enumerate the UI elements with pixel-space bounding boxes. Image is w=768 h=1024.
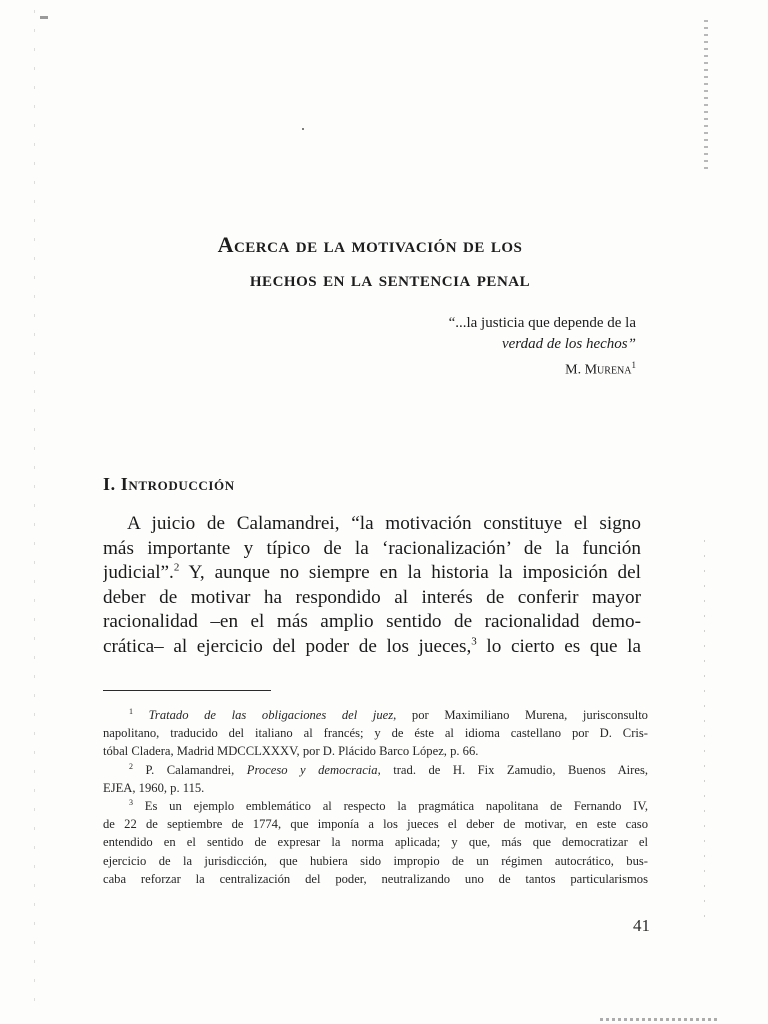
epigraph-author — [330, 355, 636, 381]
scan-mark — [40, 16, 48, 19]
footnote-ref-2: 2 — [173, 561, 180, 574]
scan-edge-bottom — [600, 1018, 720, 1021]
footnote-ref-1: 1 — [631, 360, 636, 370]
section-heading: I. Introducción — [103, 474, 235, 494]
epigraph-line-2: verdad de los hechos” — [501, 336, 636, 352]
chapter-title-line-2: hechos en la sentencia penal — [249, 266, 531, 291]
footnote-text: , por Maximiliano Murena, jurisconsulto — [393, 708, 648, 722]
body-line — [103, 561, 641, 586]
scan-edge-left — [34, 10, 35, 1010]
footnote-1-line: tóbal Cladera, Madrid MDCCLXXXV, por D. Plácido Barco López, p. 66. — [103, 744, 479, 759]
footnote-3-line: caba reforzar la centralización del poder, neutralizando uno de tantos particularismos — [103, 871, 648, 886]
footnote-text: , trad. de H. Fix Zamudio, Buenos Aires, — [377, 762, 648, 777]
footnote-2 — [103, 761, 648, 779]
footnote-text: Es un ejemplo emblemático al respecto la pragmática napolitana de Fernando IV, — [144, 799, 648, 814]
body-line: deber de motivar ha respondido al interés de conferir mayor — [103, 586, 641, 608]
epigraph-line-1: “...la justicia que depende de la — [448, 315, 636, 331]
body-line-part: judicial”. — [103, 562, 174, 584]
footnote-3-line: ejercicio de la jurisdicción, que hubiera sido impropio de un régimen autocrático, bus- — [103, 853, 648, 868]
epigraph-author-name: M. Murena — [565, 362, 632, 378]
footnote-1-line: napolitano, traducido del italiano al francés; y de éste al idioma castellano por D. Cris- — [103, 726, 648, 741]
body-line: racionalidad –en el más amplio sentido de racionalidad demo- — [103, 611, 641, 633]
footnote-3 — [103, 797, 648, 815]
footnotes — [103, 706, 648, 888]
footnote-marker: 1 — [129, 706, 133, 716]
body-paragraph — [103, 512, 641, 660]
footnote-marker: 2 — [129, 761, 133, 771]
scan-speck — [302, 128, 304, 130]
body-line: A juicio de Calamandrei, “la motivación constituye el signo — [127, 513, 641, 534]
footnote-book-title: Proceso y democracia — [246, 762, 378, 777]
chapter-title — [100, 228, 640, 296]
epigraph — [330, 313, 636, 381]
body-line-part: Y, aunque no siempre en la historia la imposición del — [188, 562, 641, 584]
page-number: 41 — [633, 916, 650, 935]
body-line: más importante y típico de la ‘racionalización’ de la función — [103, 537, 641, 559]
footnote-1 — [103, 706, 648, 724]
body-line-part: lo cierto es que la — [486, 635, 641, 657]
footnote-2-line: EJEA, 1960, p. 115. — [103, 780, 205, 795]
footnote-book-title: Tratado de las obligaciones del juez — [148, 708, 394, 722]
footnote-3-line: de 22 de septiembre de 1774, que imponía a los jueces el deber de motivar, en este caso — [103, 817, 648, 832]
footnote-separator — [103, 690, 271, 691]
body-line — [103, 635, 641, 660]
footnote-marker: 3 — [129, 797, 133, 807]
footnote-author: P. Calamandrei, — [145, 762, 247, 777]
scan-edge-right — [704, 20, 708, 170]
footnote-3-line: entendido en el sentido de expresar la norma aplicada; y que, más que democratizar el — [103, 835, 648, 850]
body-line-part: crática– al ejercicio del poder de los jueces, — [103, 635, 472, 657]
footnote-ref-3: 3 — [471, 635, 477, 648]
scan-edge-right-lower — [704, 540, 705, 920]
chapter-title-line-1: Acerca de la motivación de los — [217, 232, 523, 257]
